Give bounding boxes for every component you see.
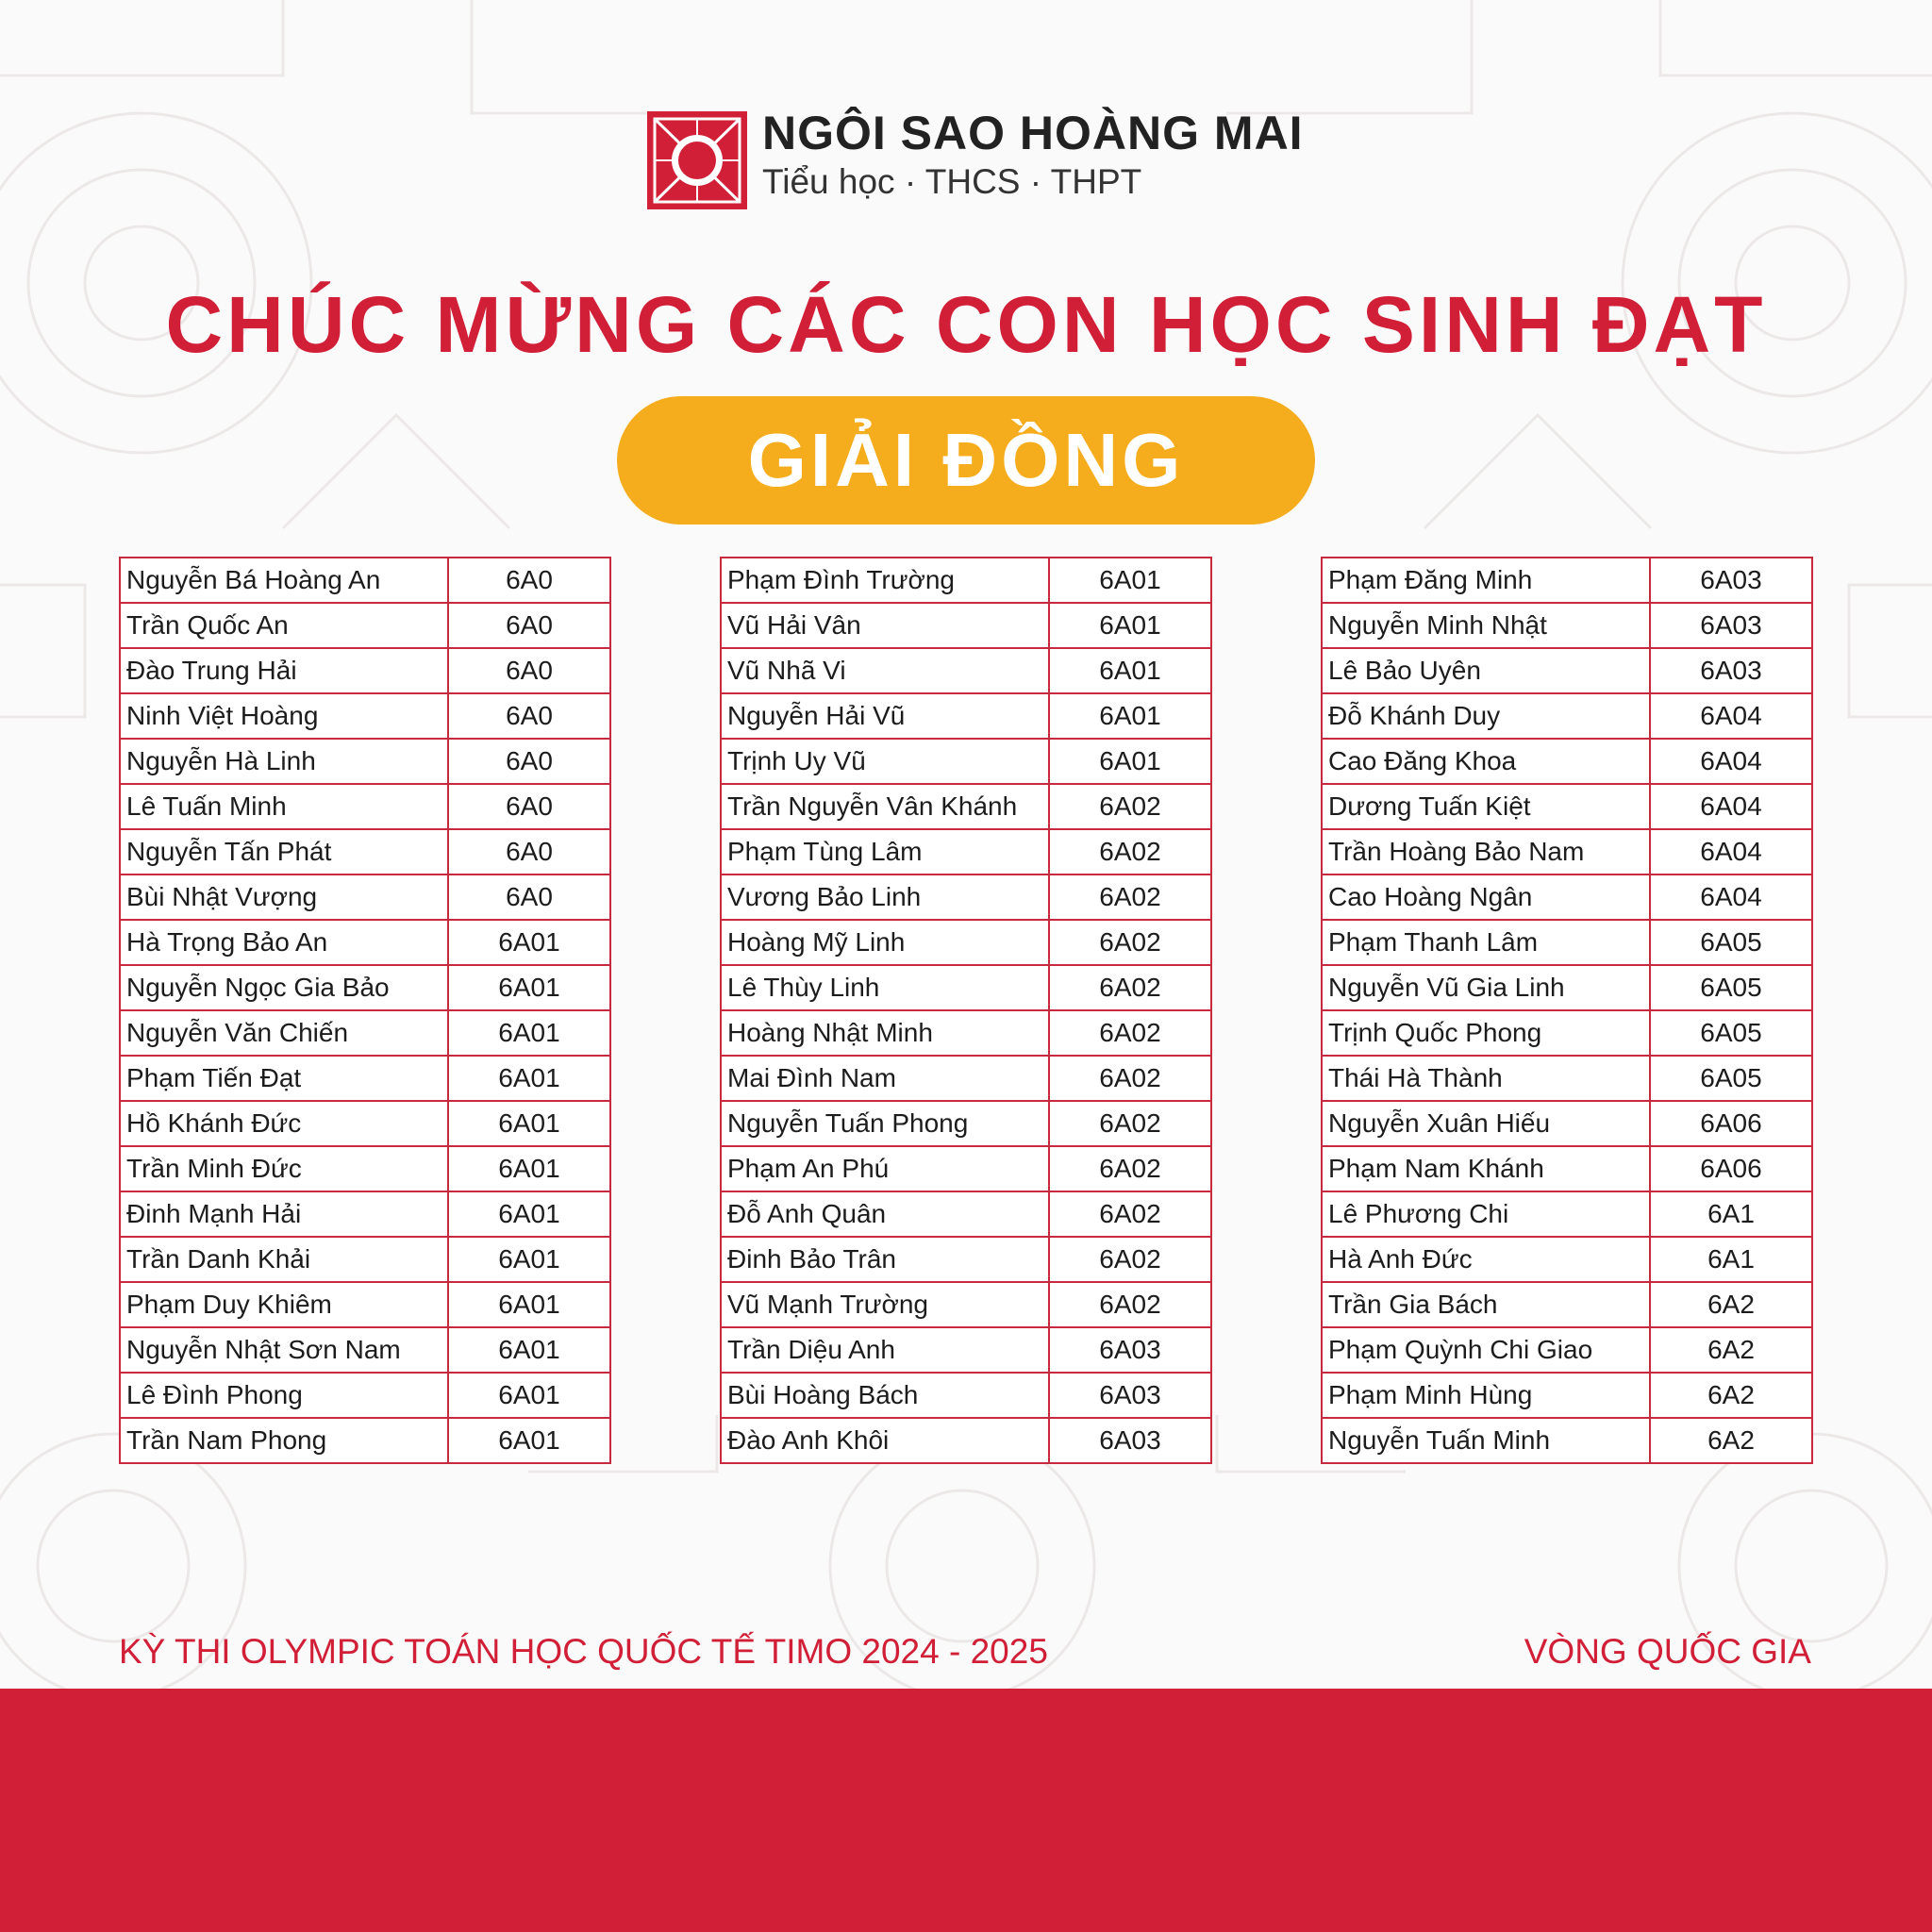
student-class: 6A01 bbox=[1049, 558, 1211, 603]
table-row bbox=[1322, 1373, 1812, 1418]
student-name: Cao Hoàng Ngân bbox=[1322, 874, 1650, 920]
student-name: Phạm Tùng Lâm bbox=[721, 829, 1049, 874]
student-name: Lê Thùy Linh bbox=[721, 965, 1049, 1010]
student-class: 6A02 bbox=[1049, 1146, 1211, 1191]
student-class: 6A0 bbox=[448, 874, 610, 920]
student-class: 6A04 bbox=[1650, 784, 1812, 829]
table-row bbox=[120, 874, 610, 920]
table-row bbox=[1322, 1327, 1812, 1373]
student-name: Vũ Hải Vân bbox=[721, 603, 1049, 648]
table-row bbox=[721, 965, 1211, 1010]
student-name: Mai Đình Nam bbox=[721, 1056, 1049, 1101]
student-table-col-2 bbox=[720, 557, 1212, 1464]
table-row bbox=[721, 1056, 1211, 1101]
table-row bbox=[721, 920, 1211, 965]
student-name: Nguyễn Nhật Sơn Nam bbox=[120, 1327, 448, 1373]
student-name: Phạm Minh Hùng bbox=[1322, 1373, 1650, 1418]
student-class: 6A01 bbox=[448, 1373, 610, 1418]
student-name: Lê Đình Phong bbox=[120, 1373, 448, 1418]
student-class: 6A03 bbox=[1650, 558, 1812, 603]
student-table-col-3 bbox=[1321, 557, 1813, 1464]
student-name: Hà Anh Đức bbox=[1322, 1237, 1650, 1282]
table-row bbox=[1322, 693, 1812, 739]
table-row bbox=[120, 1101, 610, 1146]
student-name: Phạm Nam Khánh bbox=[1322, 1146, 1650, 1191]
student-class: 6A2 bbox=[1650, 1373, 1812, 1418]
table-row bbox=[1322, 1418, 1812, 1463]
student-class: 6A02 bbox=[1049, 1010, 1211, 1056]
student-name: Hà Trọng Bảo An bbox=[120, 920, 448, 965]
student-class: 6A0 bbox=[448, 784, 610, 829]
student-name: Vũ Mạnh Trường bbox=[721, 1282, 1049, 1327]
student-class: 6A02 bbox=[1049, 1101, 1211, 1146]
student-name: Vũ Nhã Vi bbox=[721, 648, 1049, 693]
table-row bbox=[721, 648, 1211, 693]
table-row bbox=[721, 874, 1211, 920]
table-row bbox=[1322, 648, 1812, 693]
table-row bbox=[721, 1146, 1211, 1191]
student-class: 6A02 bbox=[1049, 1056, 1211, 1101]
table-row bbox=[1322, 739, 1812, 784]
student-name: Nguyễn Vũ Gia Linh bbox=[1322, 965, 1650, 1010]
table-row bbox=[1322, 784, 1812, 829]
table-row bbox=[721, 1191, 1211, 1237]
table-row bbox=[1322, 1101, 1812, 1146]
student-class: 6A01 bbox=[448, 920, 610, 965]
table-row bbox=[120, 693, 610, 739]
table-row bbox=[721, 1373, 1211, 1418]
brand-name: NGÔI SAO HOÀNG MAI bbox=[762, 107, 1304, 159]
table-row bbox=[120, 1327, 610, 1373]
contest-round: VÒNG QUỐC GIA bbox=[1524, 1632, 1811, 1671]
student-class: 6A2 bbox=[1650, 1327, 1812, 1373]
student-class: 6A0 bbox=[448, 558, 610, 603]
table-row bbox=[721, 1010, 1211, 1056]
student-name: Phạm Tiến Đạt bbox=[120, 1056, 448, 1101]
student-name: Nguyễn Minh Nhật bbox=[1322, 603, 1650, 648]
student-class: 6A02 bbox=[1049, 784, 1211, 829]
student-class: 6A03 bbox=[1049, 1327, 1211, 1373]
student-class: 6A0 bbox=[448, 648, 610, 693]
student-class: 6A01 bbox=[448, 1191, 610, 1237]
student-name: Nguyễn Xuân Hiếu bbox=[1322, 1101, 1650, 1146]
student-class: 6A04 bbox=[1650, 874, 1812, 920]
student-class: 6A0 bbox=[448, 739, 610, 784]
table-row bbox=[721, 603, 1211, 648]
student-name: Đào Anh Khôi bbox=[721, 1418, 1049, 1463]
student-name: Bùi Nhật Vượng bbox=[120, 874, 448, 920]
table-row bbox=[1322, 920, 1812, 965]
student-name: Hoàng Nhật Minh bbox=[721, 1010, 1049, 1056]
student-class: 6A03 bbox=[1049, 1373, 1211, 1418]
student-name: Nguyễn Tuấn Minh bbox=[1322, 1418, 1650, 1463]
table-row bbox=[120, 1010, 610, 1056]
student-name: Phạm Duy Khiêm bbox=[120, 1282, 448, 1327]
table-row bbox=[120, 784, 610, 829]
student-class: 6A01 bbox=[1049, 693, 1211, 739]
student-class: 6A01 bbox=[448, 1010, 610, 1056]
student-name: Trần Nguyễn Vân Khánh bbox=[721, 784, 1049, 829]
student-name: Trần Hoàng Bảo Nam bbox=[1322, 829, 1650, 874]
table-row bbox=[721, 693, 1211, 739]
student-class: 6A02 bbox=[1049, 829, 1211, 874]
brand-subtitle: Tiểu học · THCS · THPT bbox=[762, 162, 1142, 201]
school-logo bbox=[647, 111, 747, 209]
table-row bbox=[721, 739, 1211, 784]
student-class: 6A02 bbox=[1049, 965, 1211, 1010]
student-class: 6A01 bbox=[1049, 739, 1211, 784]
student-class: 6A06 bbox=[1650, 1146, 1812, 1191]
student-class: 6A01 bbox=[1049, 603, 1211, 648]
student-class: 6A02 bbox=[1049, 874, 1211, 920]
student-name: Nguyễn Hà Linh bbox=[120, 739, 448, 784]
table-row bbox=[1322, 1282, 1812, 1327]
student-class: 6A01 bbox=[448, 1056, 610, 1101]
table-row bbox=[120, 1418, 610, 1463]
student-name: Phạm Thanh Lâm bbox=[1322, 920, 1650, 965]
table-row bbox=[721, 1101, 1211, 1146]
student-name: Trần Gia Bách bbox=[1322, 1282, 1650, 1327]
student-class: 6A05 bbox=[1650, 1056, 1812, 1101]
student-name: Trịnh Quốc Phong bbox=[1322, 1010, 1650, 1056]
student-name: Hồ Khánh Đức bbox=[120, 1101, 448, 1146]
table-row bbox=[120, 603, 610, 648]
table-row bbox=[1322, 874, 1812, 920]
student-name: Vương Bảo Linh bbox=[721, 874, 1049, 920]
table-row bbox=[120, 1191, 610, 1237]
student-class: 6A2 bbox=[1650, 1282, 1812, 1327]
student-name: Phạm Quỳnh Chi Giao bbox=[1322, 1327, 1650, 1373]
student-name: Nguyễn Văn Chiến bbox=[120, 1010, 448, 1056]
student-class: 6A01 bbox=[448, 1327, 610, 1373]
student-name: Lê Phương Chi bbox=[1322, 1191, 1650, 1237]
student-name: Phạm Đăng Minh bbox=[1322, 558, 1650, 603]
student-class: 6A01 bbox=[448, 1282, 610, 1327]
award-badge bbox=[617, 396, 1315, 525]
table-row bbox=[1322, 558, 1812, 603]
student-class: 6A04 bbox=[1650, 693, 1812, 739]
student-name: Hoàng Mỹ Linh bbox=[721, 920, 1049, 965]
student-class: 6A0 bbox=[448, 603, 610, 648]
student-name: Phạm Đình Trường bbox=[721, 558, 1049, 603]
student-class: 6A01 bbox=[448, 1418, 610, 1463]
congratulations-headline: CHÚC MỪNG CÁC CON HỌC SINH ĐẠT bbox=[165, 280, 1767, 369]
table-row bbox=[120, 829, 610, 874]
student-name: Trần Danh Khải bbox=[120, 1237, 448, 1282]
table-row bbox=[120, 965, 610, 1010]
student-class: 6A03 bbox=[1650, 603, 1812, 648]
table-row bbox=[721, 1327, 1211, 1373]
table-row bbox=[120, 1237, 610, 1282]
table-row bbox=[721, 784, 1211, 829]
student-name: Nguyễn Tuấn Phong bbox=[721, 1101, 1049, 1146]
student-class: 6A04 bbox=[1650, 739, 1812, 784]
student-name: Bùi Hoàng Bách bbox=[721, 1373, 1049, 1418]
award-label: GIẢI ĐỒNG bbox=[747, 418, 1185, 502]
student-class: 6A0 bbox=[448, 829, 610, 874]
student-name: Đỗ Khánh Duy bbox=[1322, 693, 1650, 739]
table-row bbox=[1322, 829, 1812, 874]
student-name: Đinh Bảo Trân bbox=[721, 1237, 1049, 1282]
table-row bbox=[1322, 1010, 1812, 1056]
student-name: Trần Minh Đức bbox=[120, 1146, 448, 1191]
table-row bbox=[120, 920, 610, 965]
student-class: 6A05 bbox=[1650, 920, 1812, 965]
table-row bbox=[721, 558, 1211, 603]
student-class: 6A06 bbox=[1650, 1101, 1812, 1146]
table-row bbox=[120, 1282, 610, 1327]
student-name: Đào Trung Hải bbox=[120, 648, 448, 693]
table-row bbox=[721, 1237, 1211, 1282]
student-class: 6A01 bbox=[448, 965, 610, 1010]
student-class: 6A0 bbox=[448, 693, 610, 739]
student-name: Phạm An Phú bbox=[721, 1146, 1049, 1191]
student-name: Ninh Việt Hoàng bbox=[120, 693, 448, 739]
student-name: Lê Tuấn Minh bbox=[120, 784, 448, 829]
student-name: Nguyễn Ngọc Gia Bảo bbox=[120, 965, 448, 1010]
student-class: 6A02 bbox=[1049, 920, 1211, 965]
contest-name: KỲ THI OLYMPIC TOÁN HỌC QUỐC TẾ TIMO 2024 - 2025 bbox=[119, 1632, 1048, 1671]
student-name: Trần Diệu Anh bbox=[721, 1327, 1049, 1373]
student-name: Cao Đăng Khoa bbox=[1322, 739, 1650, 784]
table-row bbox=[120, 1146, 610, 1191]
student-class: 6A2 bbox=[1650, 1418, 1812, 1463]
table-row bbox=[1322, 1237, 1812, 1282]
table-row bbox=[120, 1373, 610, 1418]
student-class: 6A1 bbox=[1650, 1191, 1812, 1237]
student-name: Trần Nam Phong bbox=[120, 1418, 448, 1463]
student-class: 6A02 bbox=[1049, 1282, 1211, 1327]
student-class: 6A01 bbox=[448, 1101, 610, 1146]
table-row bbox=[1322, 965, 1812, 1010]
table-row bbox=[1322, 603, 1812, 648]
student-name: Lê Bảo Uyên bbox=[1322, 648, 1650, 693]
student-name: Nguyễn Tấn Phát bbox=[120, 829, 448, 874]
table-row bbox=[120, 648, 610, 693]
table-row bbox=[120, 558, 610, 603]
table-row bbox=[120, 739, 610, 784]
footer-band bbox=[0, 1689, 1932, 1932]
table-row bbox=[1322, 1191, 1812, 1237]
student-name: Trần Quốc An bbox=[120, 603, 448, 648]
table-row bbox=[120, 1056, 610, 1101]
student-class: 6A01 bbox=[448, 1237, 610, 1282]
table-row bbox=[1322, 1056, 1812, 1101]
student-class: 6A05 bbox=[1650, 1010, 1812, 1056]
student-class: 6A03 bbox=[1049, 1418, 1211, 1463]
student-name: Đỗ Anh Quân bbox=[721, 1191, 1049, 1237]
student-class: 6A02 bbox=[1049, 1237, 1211, 1282]
student-class: 6A02 bbox=[1049, 1191, 1211, 1237]
student-name: Thái Hà Thành bbox=[1322, 1056, 1650, 1101]
student-name: Dương Tuấn Kiệt bbox=[1322, 784, 1650, 829]
student-name: Trịnh Uy Vũ bbox=[721, 739, 1049, 784]
student-class: 6A1 bbox=[1650, 1237, 1812, 1282]
table-row bbox=[721, 1282, 1211, 1327]
student-class: 6A01 bbox=[1049, 648, 1211, 693]
student-name: Nguyễn Bá Hoàng An bbox=[120, 558, 448, 603]
student-table-col-1 bbox=[119, 557, 611, 1464]
student-name: Nguyễn Hải Vũ bbox=[721, 693, 1049, 739]
student-class: 6A04 bbox=[1650, 829, 1812, 874]
student-name: Đinh Mạnh Hải bbox=[120, 1191, 448, 1237]
table-row bbox=[721, 829, 1211, 874]
table-row bbox=[1322, 1146, 1812, 1191]
student-class: 6A05 bbox=[1650, 965, 1812, 1010]
student-class: 6A03 bbox=[1650, 648, 1812, 693]
student-class: 6A01 bbox=[448, 1146, 610, 1191]
table-row bbox=[721, 1418, 1211, 1463]
